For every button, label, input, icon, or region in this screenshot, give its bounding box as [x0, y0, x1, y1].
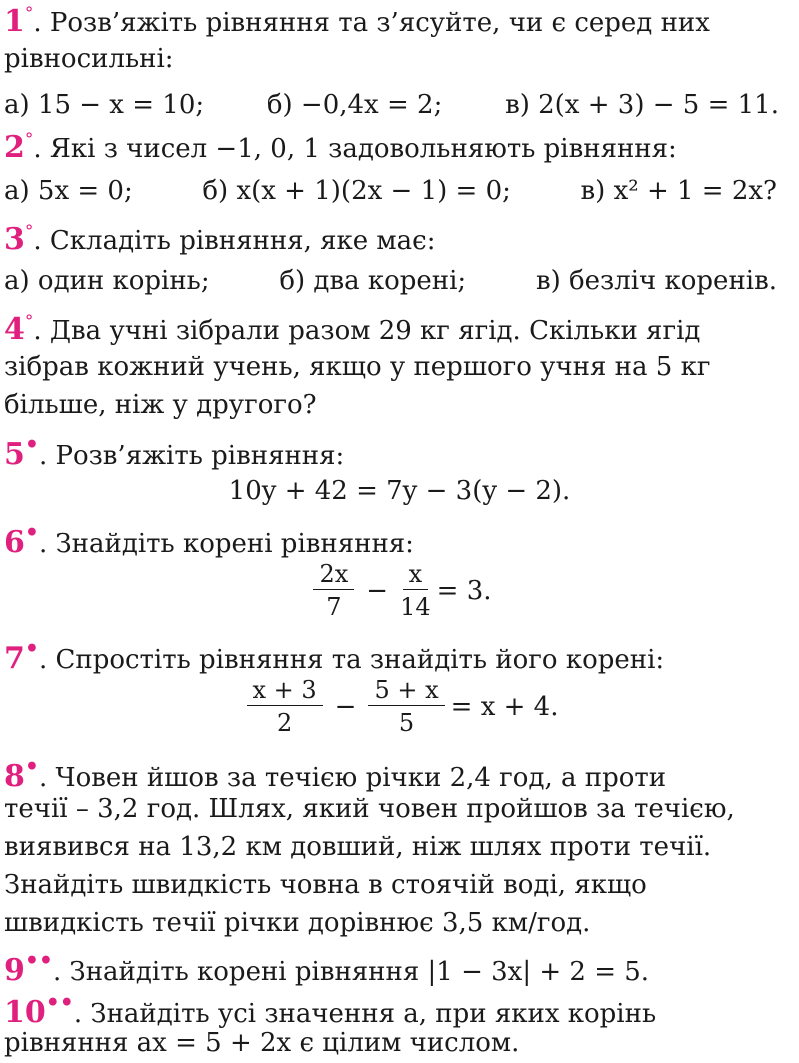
option-b: б) −0,4x = 2;	[266, 90, 443, 120]
problem-4-line3: більше, ніж у другого?	[4, 390, 317, 420]
problem-8-line4: Знайдіть швидкість човна в стоячій воді, якщо	[4, 870, 647, 900]
problem-number: 8•	[4, 754, 39, 794]
option-b: б) два корені;	[279, 266, 467, 296]
problem-number: 9••	[4, 948, 53, 988]
problem-text: . Розв’яжіть рівняння:	[38, 441, 345, 471]
problem-text: . Два учні зібрали разом 29 кг ягід. Скільки ягід	[33, 316, 701, 346]
problem-text: . Знайдіть усі значення a, при яких корінь	[73, 999, 657, 1029]
problem-2-options	[4, 178, 777, 204]
problem-3-options	[4, 268, 777, 294]
problem-number: 1°	[4, 4, 34, 39]
problem-text: . Знайдіть корені рівняння |1 − 3x| + 2 = 5.	[53, 957, 650, 987]
problem-4-line2: зібрав кожний учень, якщо у першого учня на 5 кг	[4, 352, 711, 382]
option-b: б) x(x + 1)(2x − 1) = 0;	[202, 176, 511, 206]
problem-8-line1	[4, 756, 793, 792]
problem-5-line1	[4, 434, 793, 470]
problem-text: . Складіть рівняння, яке має:	[33, 226, 436, 256]
problem-text: . Знайдіть корені рівняння:	[38, 529, 414, 559]
problem-text: . Спростіть рівняння та знайдіть його корені:	[38, 645, 665, 675]
problem-3-line1	[4, 224, 793, 255]
option-c: в) безліч коренів.	[535, 266, 777, 296]
problem-text: . Які з чисел −1, 0, 1 задовольняють рівняння:	[33, 134, 677, 164]
problem-7-equation	[0, 678, 799, 735]
fraction: $\frac{5 + x}{5}$	[368, 678, 444, 735]
problem-1-line1	[4, 6, 793, 37]
problem-9-line1	[4, 950, 793, 986]
option-c: в) 2(x + 3) − 5 = 11.	[505, 90, 779, 120]
option-a: а) один корінь;	[4, 266, 210, 296]
equation-rhs: = x + 4.	[450, 691, 559, 722]
problem-10-line2: рівняння ax = 5 + 2x є цілим числом.	[4, 1028, 520, 1058]
problem-text: . Човен йшов за течією річки 2,4 год, а проти	[38, 763, 667, 793]
problem-number: 4°	[4, 312, 34, 347]
problem-2-line1	[4, 132, 793, 163]
problem-6-line1	[4, 522, 793, 558]
problem-number: 10••	[4, 990, 74, 1030]
problem-1-options	[4, 92, 779, 118]
fraction: $\frac{x + 3}{2}$	[247, 678, 323, 735]
problem-10-line1	[4, 992, 793, 1028]
problem-8-line3: виявився на 13,2 км довший, ніж шлях проти течії.	[4, 832, 712, 862]
problem-number: 7•	[4, 636, 39, 676]
problem-8-line2: течії – 3,2 год. Шлях, який човен пройшов за течією,	[4, 794, 735, 824]
problem-5-equation: 10y + 42 = 7y − 3(y − 2).	[228, 476, 571, 506]
option-a: а) 5x = 0;	[4, 176, 133, 206]
option-c: в) x² + 1 = 2x?	[580, 176, 777, 206]
problem-1-line2: рівносильні:	[4, 44, 174, 74]
problem-number: 2°	[4, 130, 34, 165]
problem-8-line5: швидкість течії річки дорівнює 3,5 км/год.	[4, 908, 591, 938]
problem-number: 3°	[4, 222, 34, 257]
minus-sign: −	[366, 575, 389, 606]
option-a: а) 15 − x = 10;	[4, 90, 205, 120]
problem-text: . Розв’яжіть рівняння та з’ясуйте, чи є серед них	[33, 8, 710, 38]
problem-7-line1	[4, 638, 793, 674]
minus-sign: −	[334, 691, 357, 722]
problem-4-line1	[4, 314, 793, 345]
problem-number: 6•	[4, 520, 39, 560]
fraction: $\frac{x}{14}$	[400, 560, 431, 621]
problem-number: 5•	[4, 432, 39, 472]
problem-6-equation	[0, 562, 799, 619]
fraction: $\frac{2x}{7}$	[313, 562, 354, 619]
equation-rhs: = 3.	[436, 575, 492, 606]
